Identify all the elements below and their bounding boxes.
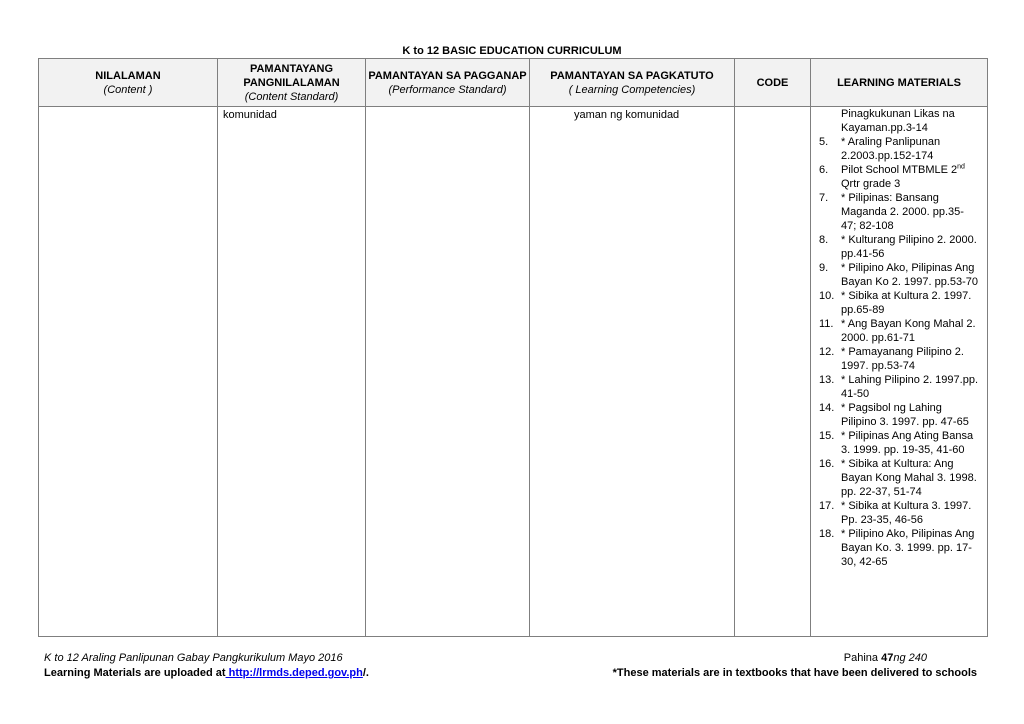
material-number: 10. — [819, 290, 835, 302]
cell-learning-competencies — [530, 107, 735, 637]
header-content — [39, 59, 218, 107]
material-item — [819, 135, 979, 163]
cell-performance-standard — [366, 107, 530, 637]
material-item — [819, 163, 979, 191]
header-content-subtitle: (Content ) — [103, 83, 153, 96]
header-content-standard-title: PAMANTAYANG PANGNILALAMAN — [243, 62, 340, 89]
material-text: * Pilipino Ako, Pilipinas Ang Bayan Ko. 3. 1999. pp. 17-30, 42-65 — [841, 528, 975, 568]
header-code-title: CODE — [756, 76, 789, 89]
material-text-after: Qrtr grade 3 — [841, 178, 901, 190]
footer-guide-title: K to 12 Araling Panlipunan Gabay Pangkurikulum Mayo 2016 — [44, 652, 343, 664]
material-number: 17. — [819, 500, 835, 512]
material-item — [819, 457, 979, 499]
header-performance-standard-title: PAMANTAYAN SA PAGGANAP — [368, 69, 527, 82]
material-text: * Kulturang Pilipino 2. 2000. pp.41-56 — [841, 234, 977, 260]
material-number: 9. — [819, 262, 829, 274]
header-learning-materials — [811, 59, 988, 107]
upload-suffix: /. — [362, 667, 369, 679]
material-text: Pilot School MTBMLE 2 — [841, 164, 958, 176]
material-item — [819, 429, 979, 457]
material-number: 11. — [819, 318, 834, 330]
header-content-standard — [218, 59, 366, 107]
material-number: 5. — [819, 136, 829, 148]
material-item — [819, 401, 979, 429]
material-item — [819, 317, 979, 345]
material-item — [819, 261, 979, 289]
upload-text: Learning Materials are uploaded at — [44, 667, 226, 679]
material-text: * Sibika at Kultura: Ang Bayan Kong Mahal 3. 1998. pp. 22-37, 51-74 — [841, 458, 977, 498]
material-item — [819, 233, 979, 261]
page-number: 47 — [881, 652, 894, 664]
material-text: * Ang Bayan Kong Mahal 2. 2000. pp.61-71 — [841, 318, 976, 344]
cell-content-standard-text: komunidad — [223, 109, 277, 121]
material-number: 8. — [819, 234, 829, 246]
material-number: 7. — [819, 192, 829, 204]
material-text: * Sibika at Kultura 2. 1997. pp.65-89 — [841, 290, 972, 316]
material-number: 16. — [819, 458, 835, 470]
material-text: * Pamayanang Pilipino 2. 1997. pp.53-74 — [841, 346, 964, 372]
page-label: Pahina — [843, 652, 882, 664]
material-number: 15. — [819, 430, 835, 442]
cell-learning-materials — [811, 107, 988, 637]
material-superscript: nd — [957, 163, 965, 171]
cell-code-text — [735, 107, 810, 109]
material-text: * Sibika at Kultura 3. 1997. Pp. 23-35, 46-56 — [841, 500, 972, 526]
header-content-standard-subtitle: (Content Standard) — [244, 90, 339, 103]
material-number: 12. — [819, 346, 835, 358]
lrmds-link[interactable]: http://lrmds.deped.gov.ph — [225, 667, 363, 679]
table-header-row — [39, 59, 988, 107]
cell-code — [735, 107, 811, 637]
header-performance-standard — [366, 59, 530, 107]
page-of: ng 240 — [893, 652, 927, 664]
material-item — [819, 499, 979, 527]
footer-textbook-note: *These materials are in textbooks that have been delivered to schools — [612, 667, 977, 679]
material-number: 14. — [819, 402, 835, 414]
material-text: * Pagsibol ng Lahing Pilipino 3. 1997. pp. 47-65 — [841, 402, 969, 428]
document-title: K to 12 BASIC EDUCATION CURRICULUM — [402, 45, 622, 57]
curriculum-table — [38, 58, 988, 637]
materials-list — [811, 135, 987, 569]
material-number: 6. — [819, 164, 829, 176]
cell-learning-competencies-text: yaman ng komunidad — [574, 109, 680, 121]
material-item — [819, 191, 979, 233]
material-number: 13. — [819, 374, 835, 386]
cell-performance-standard-text — [366, 107, 529, 109]
header-content-title: NILALAMAN — [95, 69, 161, 82]
table-row — [39, 107, 988, 637]
header-code — [735, 59, 811, 107]
header-learning-competencies — [530, 59, 735, 107]
material-text: * Pilipinas: Bansang Maganda 2. 2000. pp.35-47; 82-108 — [841, 192, 964, 232]
material-item — [819, 373, 979, 401]
material-item — [819, 527, 979, 569]
material-item — [819, 289, 979, 317]
material-item — [819, 345, 979, 373]
footer-page-number — [844, 652, 927, 664]
material-text: * Pilipino Ako, Pilipinas Ang Bayan Ko 2. 1997. pp.53-70 — [841, 262, 978, 288]
materials-continuation: Pinagkukunan Likas na Kayaman.pp.3-14 — [841, 108, 955, 134]
material-text: * Lahing Pilipino 2. 1997.pp. 41-50 — [841, 374, 978, 400]
cell-content-standard — [218, 107, 366, 637]
header-learning-materials-title: LEARNING MATERIALS — [837, 76, 961, 89]
material-text: * Araling Panlipunan 2.2003.pp.152-174 — [841, 136, 941, 162]
header-learning-competencies-title: PAMANTAYAN SA PAGKATUTO — [550, 69, 714, 82]
header-performance-standard-subtitle: (Performance Standard) — [388, 83, 507, 96]
cell-content-text — [39, 107, 217, 109]
header-learning-competencies-subtitle: ( Learning Competencies) — [568, 83, 696, 96]
cell-content — [39, 107, 218, 637]
footer-upload-note — [44, 667, 369, 679]
material-text: * Pilipinas Ang Ating Bansa 3. 1999. pp. 19-35, 41-60 — [841, 430, 974, 456]
material-number: 18. — [819, 528, 835, 540]
